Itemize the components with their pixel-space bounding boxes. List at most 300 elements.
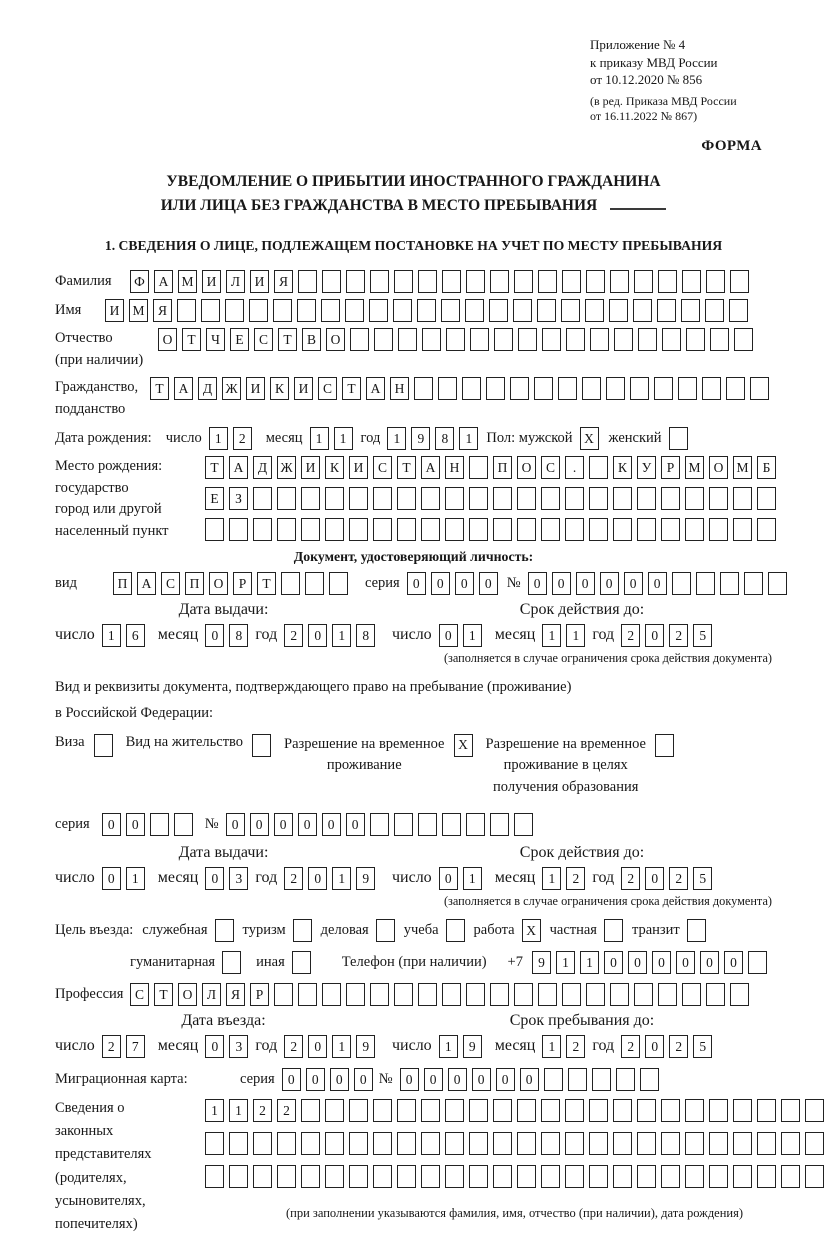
profession-field[interactable]	[130, 983, 749, 1006]
char-cell[interactable]	[397, 518, 416, 541]
char-cell[interactable]	[298, 983, 317, 1006]
char-cell[interactable]: 2	[566, 867, 585, 890]
char-cell[interactable]	[706, 270, 725, 293]
char-cell[interactable]	[517, 1165, 536, 1188]
char-cell[interactable]	[349, 518, 368, 541]
char-cell[interactable]: 0	[624, 572, 643, 595]
char-cell[interactable]	[205, 518, 224, 541]
char-cell[interactable]: 0	[205, 867, 224, 890]
char-cell[interactable]: О	[209, 572, 228, 595]
char-cell[interactable]	[538, 983, 557, 1006]
res-valid-year-field[interactable]	[621, 867, 712, 890]
char-cell[interactable]: Т	[150, 377, 169, 400]
char-cell[interactable]	[757, 1099, 776, 1122]
char-cell[interactable]: С	[254, 328, 273, 351]
char-cell[interactable]	[466, 983, 485, 1006]
char-cell[interactable]: 0	[250, 813, 269, 836]
char-cell[interactable]	[397, 1132, 416, 1155]
char-cell[interactable]	[685, 1165, 704, 1188]
stay-month-field[interactable]	[542, 1035, 585, 1058]
char-cell[interactable]	[373, 1132, 392, 1155]
temp-permit-checkbox[interactable]	[454, 734, 473, 757]
char-cell[interactable]: 0	[308, 1035, 327, 1058]
char-cell[interactable]	[709, 1099, 728, 1122]
char-cell[interactable]	[305, 572, 324, 595]
char-cell[interactable]: Я	[153, 299, 172, 322]
representatives-field-row2[interactable]	[205, 1132, 824, 1155]
char-cell[interactable]	[517, 487, 536, 510]
char-cell[interactable]	[253, 518, 272, 541]
char-cell[interactable]: 0	[346, 813, 365, 836]
char-cell[interactable]	[585, 299, 604, 322]
char-cell[interactable]: 2	[284, 867, 303, 890]
purpose-business-checkbox[interactable]	[376, 919, 395, 942]
char-cell[interactable]: О	[178, 983, 197, 1006]
char-cell[interactable]	[174, 813, 193, 836]
char-cell[interactable]: 0	[724, 951, 743, 974]
char-cell[interactable]	[369, 299, 388, 322]
char-cell[interactable]: 6	[126, 624, 145, 647]
char-cell[interactable]: Р	[233, 572, 252, 595]
visa-checkbox[interactable]	[94, 734, 113, 757]
char-cell[interactable]	[441, 299, 460, 322]
char-cell[interactable]: 0	[472, 1068, 491, 1091]
char-cell[interactable]: 0	[676, 951, 695, 974]
char-cell[interactable]	[589, 1165, 608, 1188]
char-cell[interactable]: Д	[253, 456, 272, 479]
char-cell[interactable]	[637, 1165, 656, 1188]
char-cell[interactable]	[370, 270, 389, 293]
id-issue-year-field[interactable]	[284, 624, 375, 647]
char-cell[interactable]: .	[565, 456, 584, 479]
char-cell[interactable]: И	[246, 377, 265, 400]
char-cell[interactable]	[373, 1099, 392, 1122]
char-cell[interactable]	[465, 299, 484, 322]
char-cell[interactable]: 1	[102, 624, 121, 647]
char-cell[interactable]	[177, 299, 196, 322]
char-cell[interactable]: М	[733, 456, 752, 479]
char-cell[interactable]: 2	[621, 1035, 640, 1058]
char-cell[interactable]	[350, 328, 369, 351]
char-cell[interactable]: 0	[520, 1068, 539, 1091]
birth-year-field[interactable]	[387, 427, 478, 450]
char-cell[interactable]: 1	[126, 867, 145, 890]
char-cell[interactable]: Е	[205, 487, 224, 510]
char-cell[interactable]	[421, 1099, 440, 1122]
representatives-field-row1[interactable]	[205, 1099, 824, 1122]
res-issue-month-field[interactable]	[205, 867, 248, 890]
birth-month-field[interactable]	[310, 427, 353, 450]
char-cell[interactable]: 1	[580, 951, 599, 974]
char-cell[interactable]: О	[158, 328, 177, 351]
char-cell[interactable]	[592, 1068, 611, 1091]
char-cell[interactable]	[709, 518, 728, 541]
char-cell[interactable]	[568, 1068, 587, 1091]
char-cell[interactable]	[346, 270, 365, 293]
char-cell[interactable]	[657, 299, 676, 322]
char-cell[interactable]: 0	[274, 813, 293, 836]
char-cell[interactable]: Я	[226, 983, 245, 1006]
char-cell[interactable]: 0	[700, 951, 719, 974]
char-cell[interactable]	[493, 1165, 512, 1188]
char-cell[interactable]: Л	[226, 270, 245, 293]
char-cell[interactable]	[517, 518, 536, 541]
char-cell[interactable]	[638, 328, 657, 351]
char-cell[interactable]	[514, 270, 533, 293]
char-cell[interactable]	[661, 1165, 680, 1188]
char-cell[interactable]: 1	[556, 951, 575, 974]
id-valid-day-field[interactable]	[439, 624, 482, 647]
char-cell[interactable]: А	[366, 377, 385, 400]
char-cell[interactable]	[805, 1099, 824, 1122]
char-cell[interactable]	[442, 813, 461, 836]
char-cell[interactable]	[321, 299, 340, 322]
char-cell[interactable]: 5	[693, 1035, 712, 1058]
char-cell[interactable]	[709, 1165, 728, 1188]
char-cell[interactable]: 8	[435, 427, 454, 450]
entry-month-field[interactable]	[205, 1035, 248, 1058]
char-cell[interactable]	[604, 919, 623, 942]
char-cell[interactable]	[748, 951, 767, 974]
char-cell[interactable]	[589, 487, 608, 510]
char-cell[interactable]	[702, 377, 721, 400]
entry-year-field[interactable]	[284, 1035, 375, 1058]
id-valid-year-field[interactable]	[621, 624, 712, 647]
char-cell[interactable]: 1	[463, 624, 482, 647]
char-cell[interactable]: Л	[202, 983, 221, 1006]
char-cell[interactable]	[558, 377, 577, 400]
char-cell[interactable]: Р	[250, 983, 269, 1006]
char-cell[interactable]	[394, 813, 413, 836]
char-cell[interactable]	[544, 1068, 563, 1091]
char-cell[interactable]: 2	[102, 1035, 121, 1058]
char-cell[interactable]: 0	[628, 951, 647, 974]
res-issue-day-field[interactable]	[102, 867, 145, 890]
doc-series-field[interactable]	[407, 572, 498, 595]
stay-year-field[interactable]	[621, 1035, 712, 1058]
residence-permit-checkbox[interactable]	[252, 734, 271, 757]
char-cell[interactable]	[466, 813, 485, 836]
char-cell[interactable]	[469, 456, 488, 479]
char-cell[interactable]: А	[174, 377, 193, 400]
char-cell[interactable]	[421, 487, 440, 510]
char-cell[interactable]	[490, 983, 509, 1006]
char-cell[interactable]	[349, 487, 368, 510]
char-cell[interactable]	[253, 1165, 272, 1188]
char-cell[interactable]	[687, 919, 706, 942]
char-cell[interactable]: 0	[496, 1068, 515, 1091]
doc-number-field[interactable]	[528, 572, 787, 595]
char-cell[interactable]: 0	[604, 951, 623, 974]
char-cell[interactable]: 2	[277, 1099, 296, 1122]
char-cell[interactable]	[696, 572, 715, 595]
char-cell[interactable]	[768, 572, 787, 595]
char-cell[interactable]	[733, 1099, 752, 1122]
char-cell[interactable]: П	[185, 572, 204, 595]
char-cell[interactable]	[613, 1165, 632, 1188]
char-cell[interactable]: К	[270, 377, 289, 400]
char-cell[interactable]	[562, 983, 581, 1006]
char-cell[interactable]	[445, 1132, 464, 1155]
char-cell[interactable]	[301, 1165, 320, 1188]
surname-field[interactable]	[130, 270, 749, 293]
char-cell[interactable]	[94, 734, 113, 757]
char-cell[interactable]	[757, 1132, 776, 1155]
char-cell[interactable]	[606, 377, 625, 400]
char-cell[interactable]: 0	[330, 1068, 349, 1091]
char-cell[interactable]	[661, 487, 680, 510]
char-cell[interactable]	[325, 1132, 344, 1155]
char-cell[interactable]	[486, 377, 505, 400]
char-cell[interactable]: 1	[566, 624, 585, 647]
char-cell[interactable]	[706, 983, 725, 1006]
char-cell[interactable]: Т	[257, 572, 276, 595]
char-cell[interactable]	[394, 270, 413, 293]
char-cell[interactable]: 0	[448, 1068, 467, 1091]
char-cell[interactable]	[757, 518, 776, 541]
char-cell[interactable]: 2	[621, 867, 640, 890]
char-cell[interactable]: 2	[284, 1035, 303, 1058]
char-cell[interactable]: 5	[693, 624, 712, 647]
char-cell[interactable]	[277, 1165, 296, 1188]
char-cell[interactable]: 3	[229, 867, 248, 890]
char-cell[interactable]	[325, 1165, 344, 1188]
char-cell[interactable]: 0	[652, 951, 671, 974]
char-cell[interactable]	[374, 328, 393, 351]
char-cell[interactable]	[733, 1132, 752, 1155]
char-cell[interactable]	[301, 1132, 320, 1155]
char-cell[interactable]	[393, 299, 412, 322]
char-cell[interactable]	[438, 377, 457, 400]
char-cell[interactable]	[418, 983, 437, 1006]
char-cell[interactable]: 0	[645, 624, 664, 647]
char-cell[interactable]	[517, 1099, 536, 1122]
char-cell[interactable]: В	[302, 328, 321, 351]
char-cell[interactable]: 0	[576, 572, 595, 595]
char-cell[interactable]	[422, 328, 441, 351]
char-cell[interactable]	[630, 377, 649, 400]
char-cell[interactable]: М	[685, 456, 704, 479]
char-cell[interactable]	[252, 734, 271, 757]
char-cell[interactable]: 2	[253, 1099, 272, 1122]
representatives-field-row3[interactable]	[205, 1165, 824, 1188]
char-cell[interactable]	[637, 1132, 656, 1155]
char-cell[interactable]: 0	[648, 572, 667, 595]
id-issue-day-field[interactable]	[102, 624, 145, 647]
char-cell[interactable]: 0	[431, 572, 450, 595]
char-cell[interactable]: 1	[332, 1035, 351, 1058]
char-cell[interactable]	[661, 518, 680, 541]
char-cell[interactable]	[469, 1165, 488, 1188]
char-cell[interactable]: 1	[332, 624, 351, 647]
char-cell[interactable]	[201, 299, 220, 322]
char-cell[interactable]	[565, 1132, 584, 1155]
char-cell[interactable]	[345, 299, 364, 322]
char-cell[interactable]: 8	[356, 624, 375, 647]
char-cell[interactable]	[370, 983, 389, 1006]
char-cell[interactable]	[609, 299, 628, 322]
char-cell[interactable]: И	[301, 456, 320, 479]
char-cell[interactable]	[705, 299, 724, 322]
char-cell[interactable]	[750, 377, 769, 400]
char-cell[interactable]	[658, 270, 677, 293]
char-cell[interactable]	[634, 270, 653, 293]
char-cell[interactable]	[469, 1132, 488, 1155]
char-cell[interactable]: Ф	[130, 270, 149, 293]
char-cell[interactable]	[490, 813, 509, 836]
char-cell[interactable]: 0	[308, 867, 327, 890]
char-cell[interactable]	[586, 270, 605, 293]
char-cell[interactable]: 1	[542, 867, 561, 890]
char-cell[interactable]	[376, 919, 395, 942]
char-cell[interactable]	[370, 813, 389, 836]
char-cell[interactable]	[565, 487, 584, 510]
char-cell[interactable]	[205, 1165, 224, 1188]
char-cell[interactable]	[293, 919, 312, 942]
char-cell[interactable]	[613, 518, 632, 541]
char-cell[interactable]: 9	[356, 1035, 375, 1058]
char-cell[interactable]: Ж	[277, 456, 296, 479]
char-cell[interactable]	[613, 1132, 632, 1155]
char-cell[interactable]	[346, 983, 365, 1006]
char-cell[interactable]	[253, 1132, 272, 1155]
char-cell[interactable]: 9	[463, 1035, 482, 1058]
char-cell[interactable]: 0	[479, 572, 498, 595]
char-cell[interactable]: А	[137, 572, 156, 595]
char-cell[interactable]: Н	[390, 377, 409, 400]
char-cell[interactable]	[658, 983, 677, 1006]
char-cell[interactable]	[150, 813, 169, 836]
char-cell[interactable]	[614, 328, 633, 351]
char-cell[interactable]: 1	[205, 1099, 224, 1122]
char-cell[interactable]	[541, 1165, 560, 1188]
char-cell[interactable]: 2	[669, 1035, 688, 1058]
char-cell[interactable]: 0	[322, 813, 341, 836]
purpose-private-checkbox[interactable]	[604, 919, 623, 942]
char-cell[interactable]	[514, 983, 533, 1006]
char-cell[interactable]: С	[130, 983, 149, 1006]
sex-male-checkbox[interactable]	[580, 427, 599, 450]
char-cell[interactable]	[298, 270, 317, 293]
char-cell[interactable]	[292, 951, 311, 974]
char-cell[interactable]	[685, 1132, 704, 1155]
char-cell[interactable]	[493, 487, 512, 510]
char-cell[interactable]	[514, 813, 533, 836]
char-cell[interactable]: И	[349, 456, 368, 479]
res-number-field[interactable]	[226, 813, 533, 836]
char-cell[interactable]: И	[294, 377, 313, 400]
char-cell[interactable]	[582, 377, 601, 400]
patronymic-field[interactable]	[158, 328, 753, 351]
char-cell[interactable]	[225, 299, 244, 322]
char-cell[interactable]	[325, 487, 344, 510]
char-cell[interactable]: 0	[645, 1035, 664, 1058]
char-cell[interactable]	[805, 1132, 824, 1155]
char-cell[interactable]	[589, 518, 608, 541]
char-cell[interactable]	[541, 518, 560, 541]
char-cell[interactable]: Т	[154, 983, 173, 1006]
char-cell[interactable]	[616, 1068, 635, 1091]
char-cell[interactable]	[446, 919, 465, 942]
char-cell[interactable]: 0	[102, 813, 121, 836]
char-cell[interactable]: 0	[455, 572, 474, 595]
char-cell[interactable]	[757, 1165, 776, 1188]
char-cell[interactable]	[518, 328, 537, 351]
char-cell[interactable]	[417, 299, 436, 322]
char-cell[interactable]: 8	[229, 624, 248, 647]
char-cell[interactable]	[681, 299, 700, 322]
char-cell[interactable]	[781, 1132, 800, 1155]
char-cell[interactable]: 0	[282, 1068, 301, 1091]
char-cell[interactable]	[744, 572, 763, 595]
purpose-official-checkbox[interactable]	[215, 919, 234, 942]
doc-kind-field[interactable]	[113, 572, 348, 595]
char-cell[interactable]	[301, 1099, 320, 1122]
char-cell[interactable]: 1	[332, 867, 351, 890]
char-cell[interactable]	[610, 983, 629, 1006]
char-cell[interactable]: 0	[528, 572, 547, 595]
char-cell[interactable]	[301, 518, 320, 541]
birth-day-field[interactable]	[209, 427, 252, 450]
char-cell[interactable]: С	[318, 377, 337, 400]
char-cell[interactable]	[655, 734, 674, 757]
char-cell[interactable]	[662, 328, 681, 351]
char-cell[interactable]: 1	[463, 867, 482, 890]
char-cell[interactable]	[541, 1132, 560, 1155]
char-cell[interactable]: 0	[439, 624, 458, 647]
birthplace-field-row3[interactable]	[205, 518, 776, 541]
char-cell[interactable]	[669, 427, 688, 450]
char-cell[interactable]: 3	[229, 1035, 248, 1058]
char-cell[interactable]: Т	[397, 456, 416, 479]
char-cell[interactable]	[678, 377, 697, 400]
char-cell[interactable]	[685, 518, 704, 541]
char-cell[interactable]: 2	[233, 427, 252, 450]
char-cell[interactable]	[446, 328, 465, 351]
purpose-study-checkbox[interactable]	[446, 919, 465, 942]
char-cell[interactable]	[442, 270, 461, 293]
char-cell[interactable]	[640, 1068, 659, 1091]
char-cell[interactable]	[445, 1165, 464, 1188]
char-cell[interactable]: С	[541, 456, 560, 479]
char-cell[interactable]: И	[105, 299, 124, 322]
char-cell[interactable]: 2	[669, 624, 688, 647]
char-cell[interactable]: К	[613, 456, 632, 479]
char-cell[interactable]: 2	[284, 624, 303, 647]
char-cell[interactable]: 0	[600, 572, 619, 595]
char-cell[interactable]	[229, 1132, 248, 1155]
char-cell[interactable]: А	[154, 270, 173, 293]
char-cell[interactable]: 9	[356, 867, 375, 890]
char-cell[interactable]: К	[325, 456, 344, 479]
char-cell[interactable]	[398, 328, 417, 351]
char-cell[interactable]	[349, 1165, 368, 1188]
char-cell[interactable]	[733, 518, 752, 541]
char-cell[interactable]: 5	[693, 867, 712, 890]
char-cell[interactable]	[720, 572, 739, 595]
char-cell[interactable]	[537, 299, 556, 322]
char-cell[interactable]	[325, 1099, 344, 1122]
char-cell[interactable]: 0	[354, 1068, 373, 1091]
char-cell[interactable]	[510, 377, 529, 400]
char-cell[interactable]: 1	[334, 427, 353, 450]
char-cell[interactable]	[373, 487, 392, 510]
char-cell[interactable]: М	[178, 270, 197, 293]
char-cell[interactable]	[589, 456, 608, 479]
char-cell[interactable]	[397, 1165, 416, 1188]
char-cell[interactable]	[538, 270, 557, 293]
sex-female-checkbox[interactable]	[669, 427, 688, 450]
